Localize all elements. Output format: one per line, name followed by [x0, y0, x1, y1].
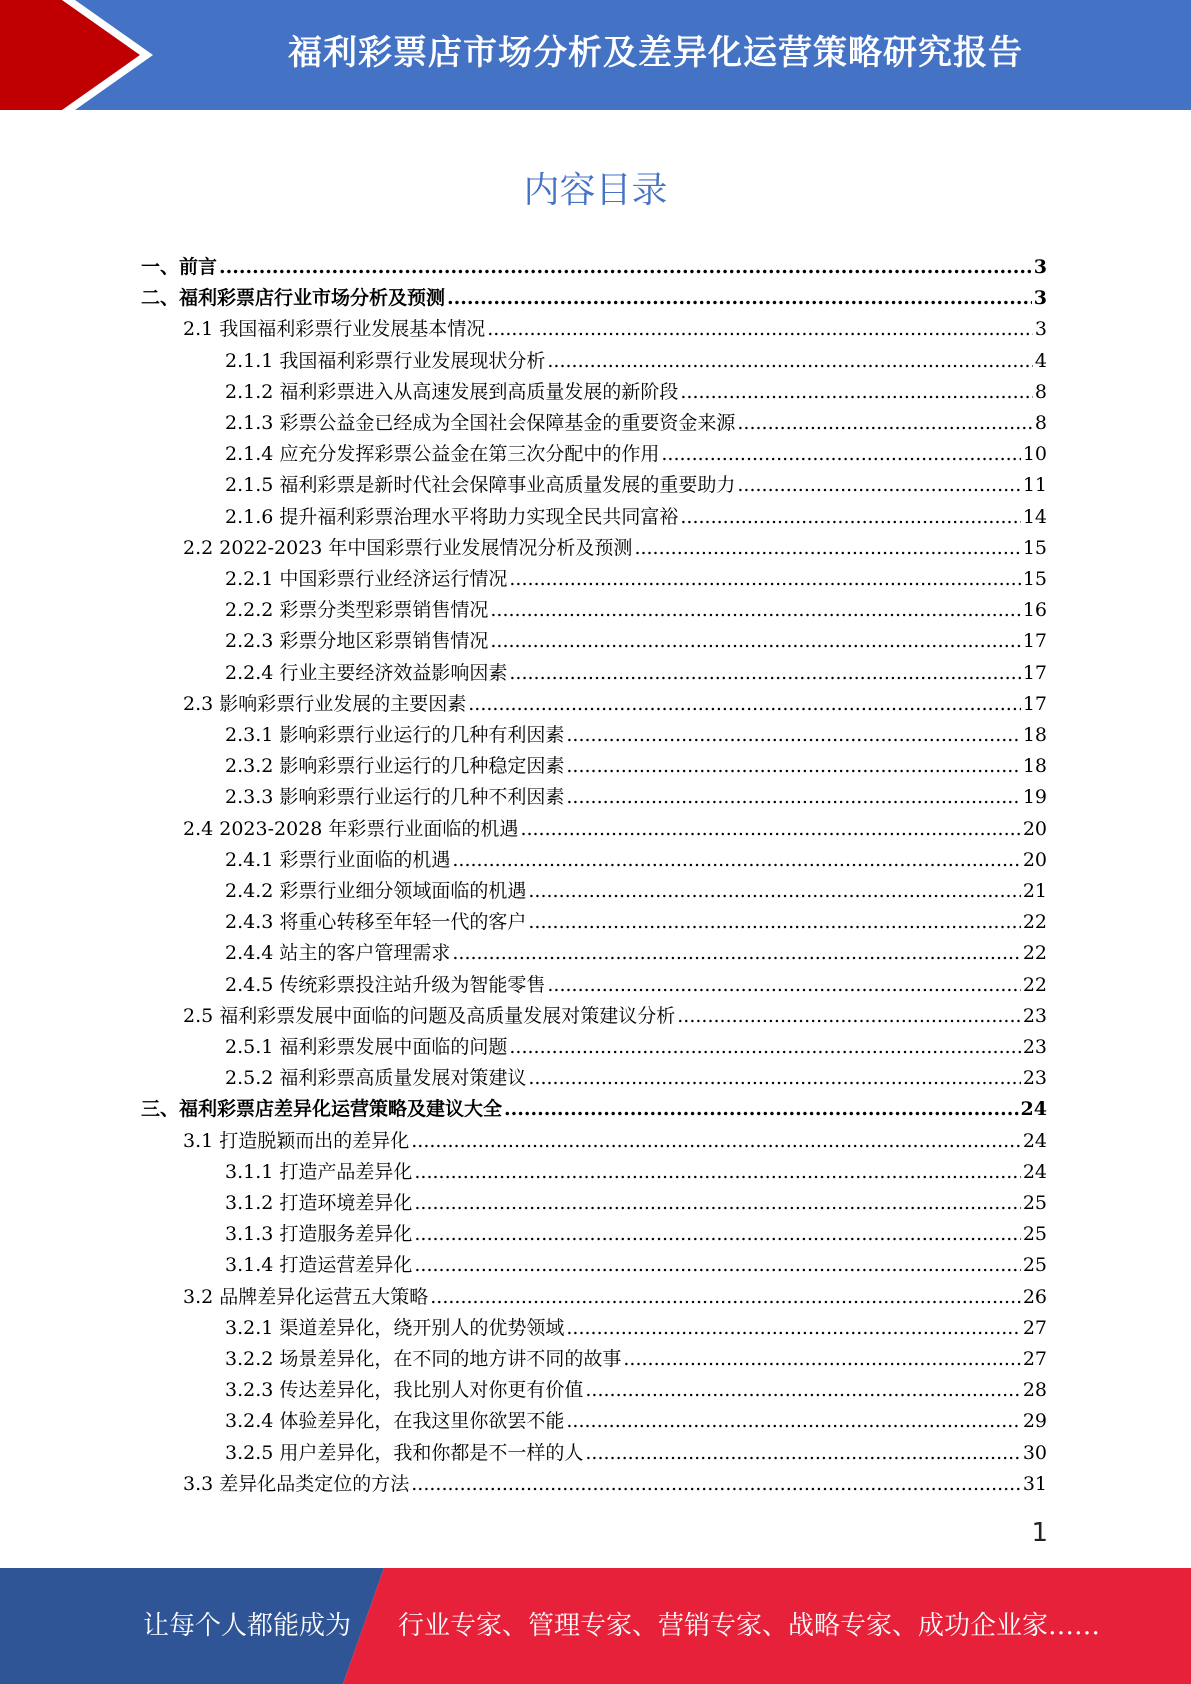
toc-entry[interactable] [183, 533, 1047, 564]
toc-entry-label: 2.2.4 行业主要经济效益影响因素 [225, 661, 508, 684]
toc-entry[interactable] [183, 1126, 1047, 1157]
toc-leader-dots [680, 502, 1020, 533]
toc-entry[interactable] [225, 595, 1047, 626]
toc-leader-dots [623, 1344, 1020, 1375]
toc-entry-page: 28 [1022, 1379, 1047, 1402]
toc-entry-page: 17 [1022, 692, 1047, 715]
toc-leader-dots [528, 907, 1020, 938]
toc-entry[interactable] [225, 1219, 1047, 1250]
toc-entry-label: 二、福利彩票店行业市场分析及预测 [141, 287, 446, 310]
toc-entry[interactable] [183, 689, 1047, 720]
toc-entry[interactable] [225, 938, 1047, 969]
header-title: 福利彩票店市场分析及差异化运营策略研究报告 [288, 33, 1023, 73]
toc-leader-dots [490, 626, 1020, 657]
toc-entry-label: 2.4 2023-2028 年彩票行业面临的机遇 [183, 817, 519, 840]
toc-leader-dots [566, 720, 1020, 751]
toc-entry-label: 2.3.3 影响彩票行业运行的几种不利因素 [225, 786, 565, 809]
toc-leader-dots [452, 938, 1020, 969]
toc-entry-page: 25 [1022, 1192, 1047, 1214]
toc-leader-dots [411, 1469, 1021, 1500]
footer-slogan-left: 让每个人都能成为 [143, 1611, 352, 1641]
toc-entry-page: 24 [1022, 1160, 1047, 1183]
toc-leader-dots [468, 689, 1021, 720]
toc-entry[interactable] [225, 626, 1047, 657]
toc-entry-page: 18 [1022, 755, 1047, 778]
toc-entry-page: 30 [1022, 1441, 1047, 1464]
toc-entry-page: 20 [1022, 848, 1047, 871]
toc-entry[interactable] [225, 377, 1047, 408]
toc-entry-page: 25 [1022, 1223, 1047, 1246]
toc-entry-page: 8 [1034, 412, 1047, 434]
toc-entry-label: 3.1 打造脱颖而出的差异化 [183, 1129, 410, 1152]
toc-entry[interactable] [225, 439, 1047, 470]
toc-entry[interactable] [225, 658, 1047, 689]
toc-entry[interactable] [141, 283, 1047, 314]
toc-entry-label: 三、福利彩票店差异化运营策略及建议大全 [141, 1098, 503, 1121]
toc-entry-page: 31 [1022, 1472, 1047, 1495]
toc-leader-dots [547, 346, 1033, 377]
toc-entry[interactable] [141, 252, 1047, 283]
toc-entry-label: 2.1.2 福利彩票进入从高速发展到高质量发展的新阶段 [225, 380, 679, 403]
toc-entry-page: 4 [1034, 349, 1047, 372]
toc-entry[interactable] [225, 751, 1047, 782]
toc-entry-label: 2.5.1 福利彩票发展中面临的问题 [225, 1036, 508, 1058]
toc-entry-label: 2.5.2 福利彩票高质量发展对策建议 [225, 1067, 527, 1090]
toc-entry-page: 15 [1022, 568, 1047, 590]
toc-leader-dots [528, 876, 1020, 907]
toc-entry[interactable] [225, 1438, 1047, 1469]
toc-entry-page: 15 [1022, 536, 1047, 559]
toc-leader-dots [520, 814, 1020, 845]
toc-entry-page: 11 [1022, 474, 1047, 497]
toc-leader-dots [487, 314, 1033, 345]
page-footer [0, 1568, 1191, 1684]
toc-leader-dots [490, 595, 1020, 626]
toc-entry[interactable] [225, 845, 1047, 876]
toc-entry-label: 2.4.5 传统彩票投注站升级为智能零售 [225, 973, 546, 996]
toc-entry[interactable] [225, 1313, 1047, 1344]
toc-entry-page: 24 [1020, 1098, 1047, 1121]
toc-entry-label: 2.2.1 中国彩票行业经济运行情况 [225, 568, 508, 590]
toc-entry-label: 3.2.2 场景差异化，在不同的地方讲不同的故事 [225, 1348, 622, 1370]
toc-entry-page: 17 [1022, 661, 1047, 684]
toc-entry-page: 27 [1022, 1348, 1047, 1370]
toc-entry-label: 2.1.6 提升福利彩票治理水平将助力实现全民共同富裕 [225, 505, 679, 528]
toc-leader-dots [414, 1250, 1020, 1281]
toc-entry-label: 2.4.3 将重心转移至年轻一代的客户 [225, 911, 527, 934]
toc-entry[interactable] [225, 1032, 1047, 1063]
toc-entry-page: 22 [1022, 973, 1047, 996]
toc-entry-label: 3.2 品牌差异化运营五大策略 [183, 1285, 429, 1308]
toc-leader-dots [414, 1219, 1020, 1250]
toc-entry-page: 23 [1022, 1004, 1047, 1027]
toc-leader-dots [661, 439, 1020, 470]
toc-entry[interactable] [225, 1406, 1047, 1437]
toc-leader-dots [566, 1406, 1020, 1437]
toc-leader-dots [411, 1126, 1021, 1157]
toc-entry[interactable] [225, 1250, 1047, 1281]
toc-leader-dots [737, 470, 1020, 501]
toc-entry-page: 8 [1034, 380, 1047, 403]
toc-entry[interactable] [225, 876, 1047, 907]
toc-entry[interactable] [225, 408, 1047, 439]
toc-entry-page: 14 [1022, 505, 1047, 528]
toc-entry[interactable] [141, 1094, 1047, 1125]
toc-leader-dots [509, 564, 1020, 595]
toc-leader-dots [566, 782, 1020, 813]
toc-entry-label: 2.5 福利彩票发展中面临的问题及高质量发展对策建议分析 [183, 1004, 676, 1027]
toc-entry-label: 一、前言 [141, 256, 218, 278]
toc-entry-label: 3.1.3 打造服务差异化 [225, 1223, 413, 1246]
toc-entry[interactable] [225, 1157, 1047, 1188]
toc-entry-page: 26 [1022, 1285, 1047, 1308]
toc-entry-label: 2.1.1 我国福利彩票行业发展现状分析 [225, 349, 546, 372]
toc-entry-page: 23 [1022, 1067, 1047, 1090]
toc-leader-dots [447, 283, 1032, 314]
toc-entry-label: 3.2.4 体验差异化，在我这里你欲罢不能 [225, 1410, 565, 1433]
toc-entry[interactable] [183, 814, 1047, 845]
toc-leader-dots [680, 377, 1033, 408]
toc-entry-label: 2.1 我国福利彩票行业发展基本情况 [183, 318, 486, 341]
toc-entry[interactable] [225, 1375, 1047, 1406]
toc-entry-label: 2.2 2022-2023 年中国彩票行业发展情况分析及预测 [183, 536, 633, 559]
page-header [0, 0, 1191, 110]
toc-entry[interactable] [225, 1188, 1047, 1219]
toc-entry-label: 2.2.3 彩票分地区彩票销售情况 [225, 630, 489, 653]
toc-entry-label: 3.3 差异化品类定位的方法 [183, 1472, 410, 1495]
toc-entry[interactable] [183, 1282, 1047, 1313]
toc-entry-label: 3.1.1 打造产品差异化 [225, 1160, 413, 1183]
toc-leader-dots [566, 751, 1020, 782]
toc-entry[interactable] [225, 1063, 1047, 1094]
toc-entry-page: 17 [1022, 630, 1047, 653]
toc-entry[interactable] [225, 564, 1047, 595]
toc-leader-dots [585, 1438, 1020, 1469]
toc-entry[interactable] [183, 1469, 1047, 1500]
toc-leader-dots [509, 658, 1020, 689]
toc-entry-page: 20 [1022, 817, 1047, 840]
toc-leader-dots [585, 1375, 1020, 1406]
toc-entry-label: 2.4.1 彩票行业面临的机遇 [225, 848, 451, 871]
toc-leader-dots [219, 252, 1032, 283]
toc-entry[interactable] [225, 470, 1047, 501]
toc-leader-dots [414, 1188, 1020, 1219]
toc-entry-page: 23 [1022, 1036, 1047, 1058]
toc-leader-dots [634, 533, 1020, 564]
toc-entry[interactable] [225, 782, 1047, 813]
toc-entry[interactable] [225, 970, 1047, 1001]
toc-entry-label: 2.3.1 影响彩票行业运行的几种有利因素 [225, 724, 565, 746]
toc-entry[interactable] [225, 907, 1047, 938]
toc-entry-label: 3.1.2 打造环境差异化 [225, 1192, 413, 1214]
toc-entry[interactable] [225, 1344, 1047, 1375]
toc-entry-page: 24 [1022, 1129, 1047, 1152]
toc-entry-page: 3 [1033, 287, 1047, 310]
toc-entry-label: 2.3 影响彩票行业发展的主要因素 [183, 692, 467, 715]
toc-entry-page: 29 [1022, 1410, 1047, 1433]
toc-entry-label: 2.4.2 彩票行业细分领域面临的机遇 [225, 880, 527, 902]
toc-leader-dots [504, 1094, 1019, 1125]
toc-entry-label: 2.2.2 彩票分类型彩票销售情况 [225, 599, 489, 622]
toc-entry-page: 27 [1022, 1316, 1047, 1339]
toc-entry-page: 3 [1033, 256, 1047, 278]
footer-slogan-right: 行业专家、管理专家、营销专家、战略专家、成功企业家…… [398, 1611, 1101, 1641]
toc-entry-label: 3.2.5 用户差异化，我和你都是不一样的人 [225, 1441, 584, 1464]
toc-entry-label: 3.1.4 打造运营差异化 [225, 1254, 413, 1277]
toc-entry[interactable] [183, 314, 1047, 345]
toc-entry[interactable] [225, 720, 1047, 751]
toc-entry-page: 25 [1022, 1254, 1047, 1277]
toc-leader-dots [414, 1157, 1020, 1188]
toc-entry-page: 21 [1022, 880, 1047, 902]
header-chevron-decoration [0, 0, 160, 110]
toc-entry-label: 3.2.1 渠道差异化，绕开别人的优势领域 [225, 1316, 565, 1339]
toc-entry-label: 2.1.3 彩票公益金已经成为全国社会保障基金的重要资金来源 [225, 412, 736, 434]
toc-entry-label: 2.3.2 影响彩票行业运行的几种稳定因素 [225, 755, 565, 778]
toc-entry-page: 22 [1022, 942, 1047, 965]
toc-entry-page: 16 [1022, 599, 1047, 622]
page-number: 1 [1031, 1518, 1048, 1548]
toc-entry-page: 22 [1022, 911, 1047, 934]
toc-entry-label: 2.4.4 站主的客户管理需求 [225, 942, 451, 965]
toc-leader-dots [528, 1063, 1020, 1094]
toc-leader-dots [452, 845, 1020, 876]
toc-entry[interactable] [225, 502, 1047, 533]
toc-entry-page: 3 [1034, 318, 1047, 341]
toc-leader-dots [566, 1313, 1020, 1344]
toc-leader-dots [737, 408, 1033, 439]
toc-entry-label: 3.2.3 传达差异化，我比别人对你更有价值 [225, 1379, 584, 1402]
toc-leader-dots [677, 1001, 1021, 1032]
toc-entry-page: 10 [1022, 443, 1047, 466]
toc-entry-page: 19 [1022, 786, 1047, 809]
toc-entry-page: 18 [1022, 724, 1047, 746]
toc-entry-label: 2.1.5 福利彩票是新时代社会保障事业高质量发展的重要助力 [225, 474, 736, 497]
toc-leader-dots [430, 1282, 1021, 1313]
toc-entry[interactable] [225, 346, 1047, 377]
toc-leader-dots [509, 1032, 1020, 1063]
toc-title: 内容目录 [523, 170, 668, 211]
toc-leader-dots [547, 970, 1020, 1001]
toc-entry[interactable] [183, 1001, 1047, 1032]
toc-entry-label: 2.1.4 应充分发挥彩票公益金在第三次分配中的作用 [225, 443, 660, 466]
